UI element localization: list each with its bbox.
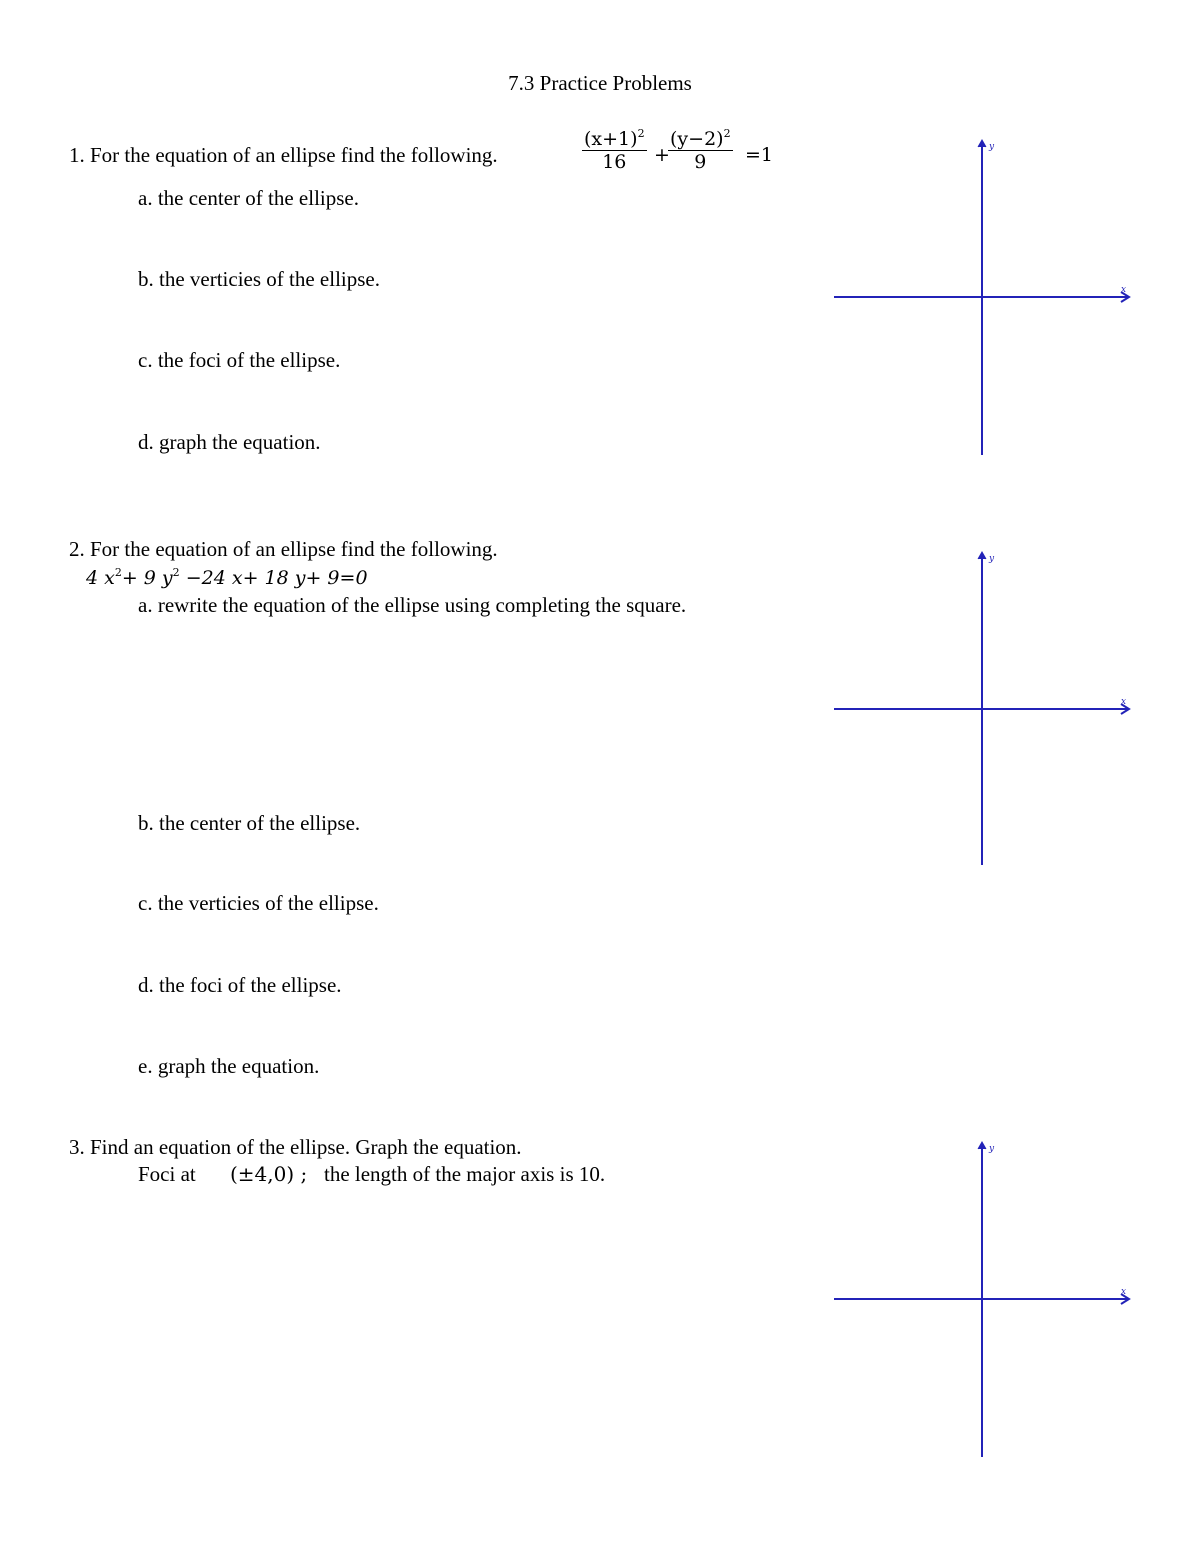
fraction-2-numerator: (y−2) bbox=[670, 128, 724, 150]
page-title: 7.3 Practice Problems bbox=[508, 71, 692, 95]
coordinate-axes-3 bbox=[830, 1140, 1135, 1460]
problem-1-part-d: d. graph the equation. bbox=[138, 430, 321, 454]
y-axis-label: y bbox=[989, 142, 995, 152]
problem-2-part-e: e. graph the equation. bbox=[138, 1054, 320, 1078]
eq-exponent-1: 2 bbox=[114, 566, 122, 579]
fraction-2-exponent: 2 bbox=[723, 127, 731, 140]
fraction-1-exponent: 2 bbox=[637, 127, 645, 140]
x-axis-label: x bbox=[1121, 285, 1127, 295]
problem-1-part-b: b. the verticies of the ellipse. bbox=[138, 267, 381, 291]
fraction-2 bbox=[668, 127, 733, 173]
fraction-1-numerator: (x+1) bbox=[584, 128, 638, 150]
plus-sign: + bbox=[654, 144, 670, 166]
problem-3-foci-value: (±4,0) ; bbox=[230, 1162, 308, 1186]
problem-3-detail: the length of the major axis is 10. bbox=[324, 1162, 606, 1186]
eq-exponent-2: 2 bbox=[172, 566, 180, 579]
problem-1-part-c: c. the foci of the ellipse. bbox=[138, 348, 341, 372]
coordinate-axes-1 bbox=[830, 138, 1135, 458]
coordinate-axes-2 bbox=[830, 550, 1135, 868]
y-axis-label: y bbox=[989, 1144, 995, 1154]
problem-2-part-b: b. the center of the ellipse. bbox=[138, 811, 361, 835]
y-axis-label: y bbox=[989, 554, 995, 564]
fraction-1 bbox=[582, 127, 647, 173]
eq-term-2: + 9 y bbox=[121, 567, 173, 589]
equals-one: =1 bbox=[745, 144, 774, 166]
fraction-1-denominator: 16 bbox=[602, 151, 627, 173]
problem-1-prompt: 1. For the equation of an ellipse find the following. bbox=[69, 143, 498, 167]
eq-term-1: 4 x bbox=[86, 567, 115, 589]
problem-2-part-c: c. the verticies of the ellipse. bbox=[138, 891, 379, 915]
problem-2-prompt: 2. For the equation of an ellipse find the following. bbox=[69, 537, 498, 561]
problem-2-part-d: d. the foci of the ellipse. bbox=[138, 973, 342, 997]
x-axis-label: x bbox=[1121, 1287, 1127, 1297]
fraction-2-denominator: 9 bbox=[694, 151, 707, 173]
problem-2-part-a: a. rewrite the equation of the ellipse using completing the square. bbox=[138, 593, 687, 617]
eq-term-3: −24 x+ 18 y+ 9=0 bbox=[179, 567, 368, 589]
x-axis-label: x bbox=[1121, 697, 1127, 707]
problem-2-equation bbox=[86, 566, 368, 589]
problem-3-prompt: 3. Find an equation of the ellipse. Graph the equation. bbox=[69, 1135, 522, 1159]
problem-3-foci-label: Foci at bbox=[138, 1162, 196, 1186]
problem-1-part-a: a. the center of the ellipse. bbox=[138, 186, 359, 210]
